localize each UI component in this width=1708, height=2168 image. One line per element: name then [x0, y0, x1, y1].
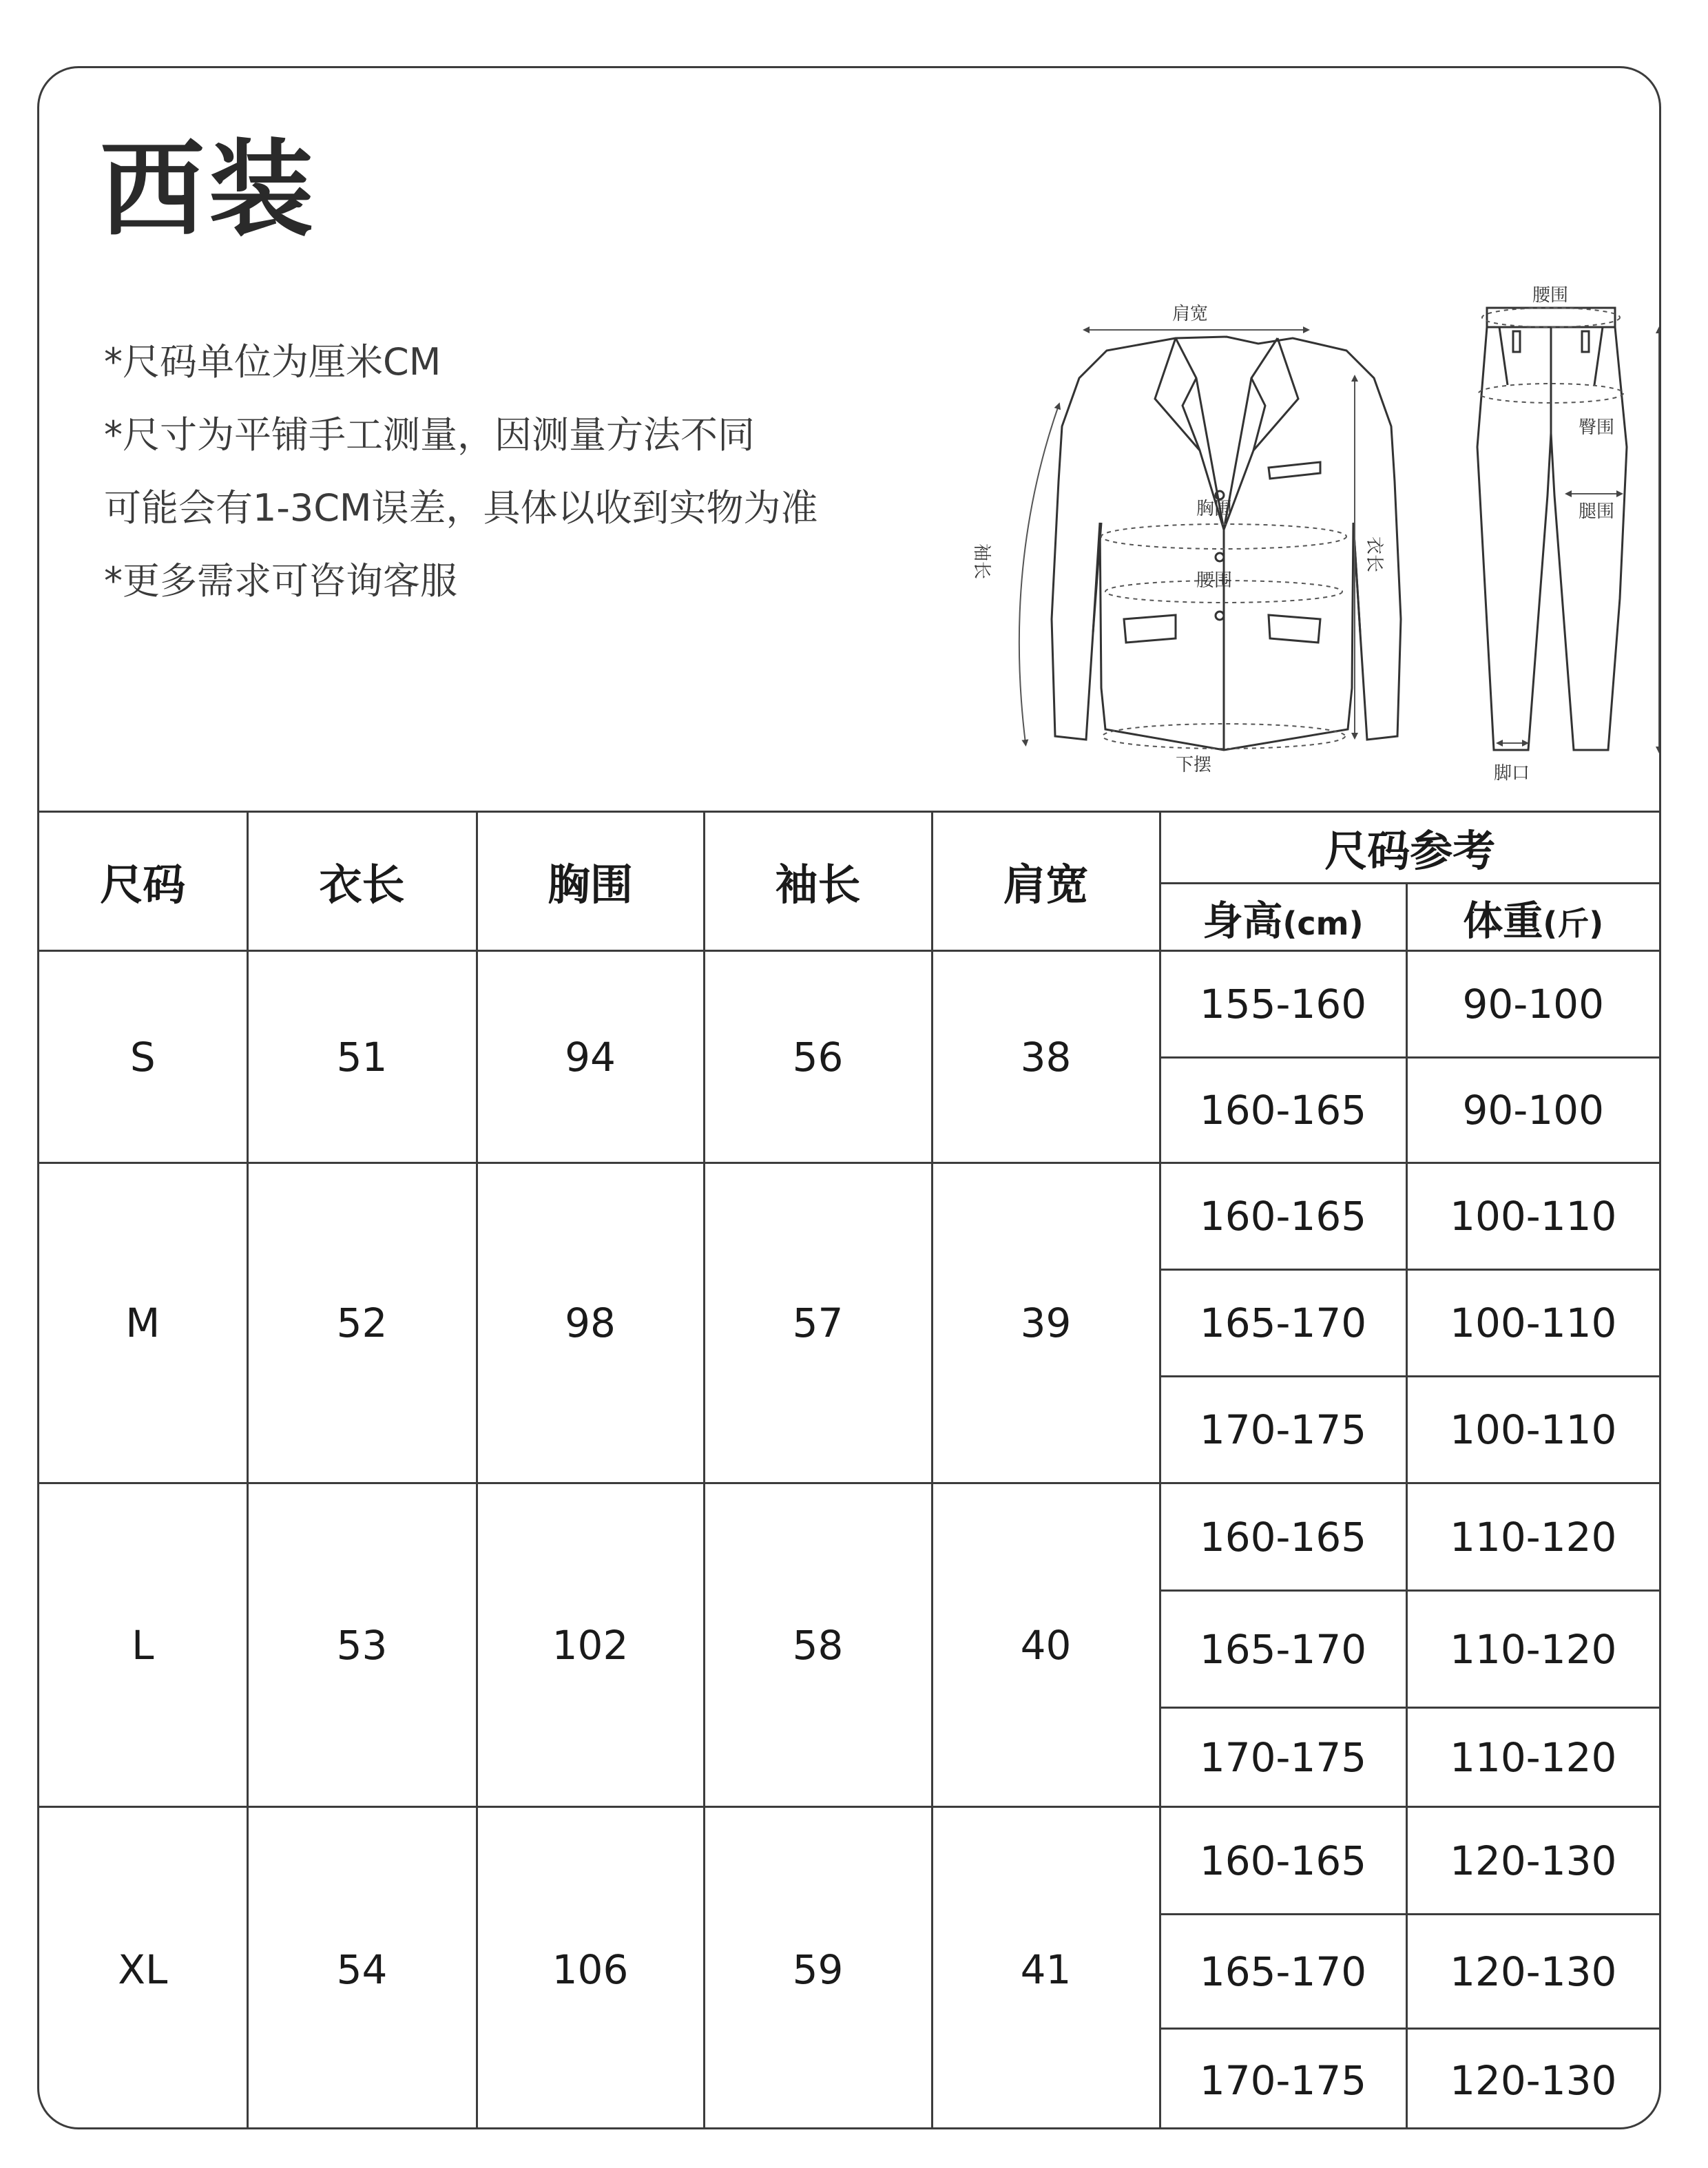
cell-weight: 120-130 [1406, 1807, 1659, 1915]
label-sleeve: 袖长 [971, 543, 992, 580]
label-waist: 腰围 [1196, 570, 1233, 591]
header-height-unit: (cm) [1282, 904, 1364, 942]
cell-height: 165-170 [1160, 1270, 1406, 1377]
header-height-label: 身高 [1202, 897, 1283, 944]
header-size-reference: 尺码参考 [1160, 812, 1659, 884]
header-chest: 胸围 [477, 812, 704, 951]
cell-length: 53 [247, 1483, 477, 1807]
header-weight-label: 体重 [1463, 897, 1543, 944]
label-chest: 胸围 [1196, 499, 1233, 519]
header-shoulder: 肩宽 [932, 812, 1160, 951]
cell-height: 170-175 [1160, 1377, 1406, 1483]
cell-chest: 106 [477, 1807, 704, 2130]
cell-height: 160-165 [1160, 1807, 1406, 1915]
cell-height: 170-175 [1160, 2029, 1406, 2130]
cell-sleeve: 58 [704, 1483, 932, 1807]
header-weight-unit: (斤) [1543, 904, 1604, 942]
cell-size: S [39, 951, 247, 1163]
cell-shoulder: 39 [932, 1163, 1160, 1483]
cell-shoulder: 38 [932, 951, 1160, 1163]
size-chart-card [37, 66, 1687, 2129]
label-length: 衣长 [1364, 536, 1384, 573]
cell-height: 165-170 [1160, 1915, 1406, 2029]
table-row [39, 1807, 1659, 1915]
cell-height: 160-165 [1160, 1483, 1406, 1591]
label-cuff: 脚口 [1494, 763, 1530, 784]
cell-weight: 90-100 [1406, 1058, 1659, 1163]
header-length: 衣长 [247, 812, 477, 951]
jacket-measure-lines [1019, 330, 1355, 749]
cell-sleeve: 59 [704, 1807, 932, 2130]
cell-height: 165-170 [1160, 1591, 1406, 1708]
cell-chest: 98 [477, 1163, 704, 1483]
pants-illustration [1477, 308, 1627, 750]
header-size: 尺码 [39, 812, 247, 951]
note-measure: *尺寸为平铺手工测量，因测量方法不同 [104, 413, 755, 457]
cell-length: 51 [247, 951, 477, 1163]
label-hip: 臀围 [1579, 417, 1615, 438]
cell-chest: 94 [477, 951, 704, 1163]
cell-height: 160-165 [1160, 1163, 1406, 1270]
label-thigh: 腿围 [1579, 501, 1615, 522]
cell-weight: 110-120 [1406, 1591, 1659, 1708]
cell-height: 170-175 [1160, 1708, 1406, 1807]
header-sleeve: 袖长 [704, 812, 932, 951]
table-row [39, 1163, 1659, 1270]
cell-weight: 100-110 [1406, 1163, 1659, 1270]
cell-chest: 102 [477, 1483, 704, 1807]
cell-weight: 110-120 [1406, 1708, 1659, 1807]
note-unit: *尺码单位为厘米CM [104, 340, 441, 384]
cell-shoulder: 40 [932, 1483, 1160, 1807]
cell-size: XL [39, 1807, 247, 2130]
label-hem: 下摆 [1176, 755, 1212, 775]
cell-size: M [39, 1163, 247, 1483]
cell-height: 155-160 [1160, 951, 1406, 1058]
header-height [1160, 884, 1406, 951]
cell-height: 160-165 [1160, 1058, 1406, 1163]
label-pants-waist: 腰围 [1532, 285, 1569, 306]
note-service: *更多需求可咨询客服 [104, 559, 457, 603]
cell-weight: 100-110 [1406, 1270, 1659, 1377]
table-row [39, 951, 1659, 1058]
cell-weight: 90-100 [1406, 951, 1659, 1058]
table-row [39, 1483, 1659, 1591]
cell-length: 54 [247, 1807, 477, 2130]
cell-sleeve: 57 [704, 1163, 932, 1483]
page-title: 西装 [100, 127, 317, 251]
cell-weight: 110-120 [1406, 1483, 1659, 1591]
size-table [39, 811, 1659, 2129]
cell-weight: 120-130 [1406, 1915, 1659, 2029]
header-weight [1406, 884, 1659, 951]
cell-weight: 100-110 [1406, 1377, 1659, 1483]
jacket-illustration [1052, 337, 1401, 750]
garment-measurement-diagram: 肩宽 胸围 腰围 下摆 袖长 衣长 腰围 臀围 腿围 裤长 脚口 [971, 285, 1687, 784]
cell-sleeve: 56 [704, 951, 932, 1163]
cell-weight: 120-130 [1406, 2029, 1659, 2130]
cell-size: L [39, 1483, 247, 1807]
note-error: 可能会有1-3CM误差，具体以收到实物为准 [104, 486, 818, 530]
cell-length: 52 [247, 1163, 477, 1483]
cell-shoulder: 41 [932, 1807, 1160, 2130]
label-shoulder: 肩宽 [1172, 304, 1209, 324]
